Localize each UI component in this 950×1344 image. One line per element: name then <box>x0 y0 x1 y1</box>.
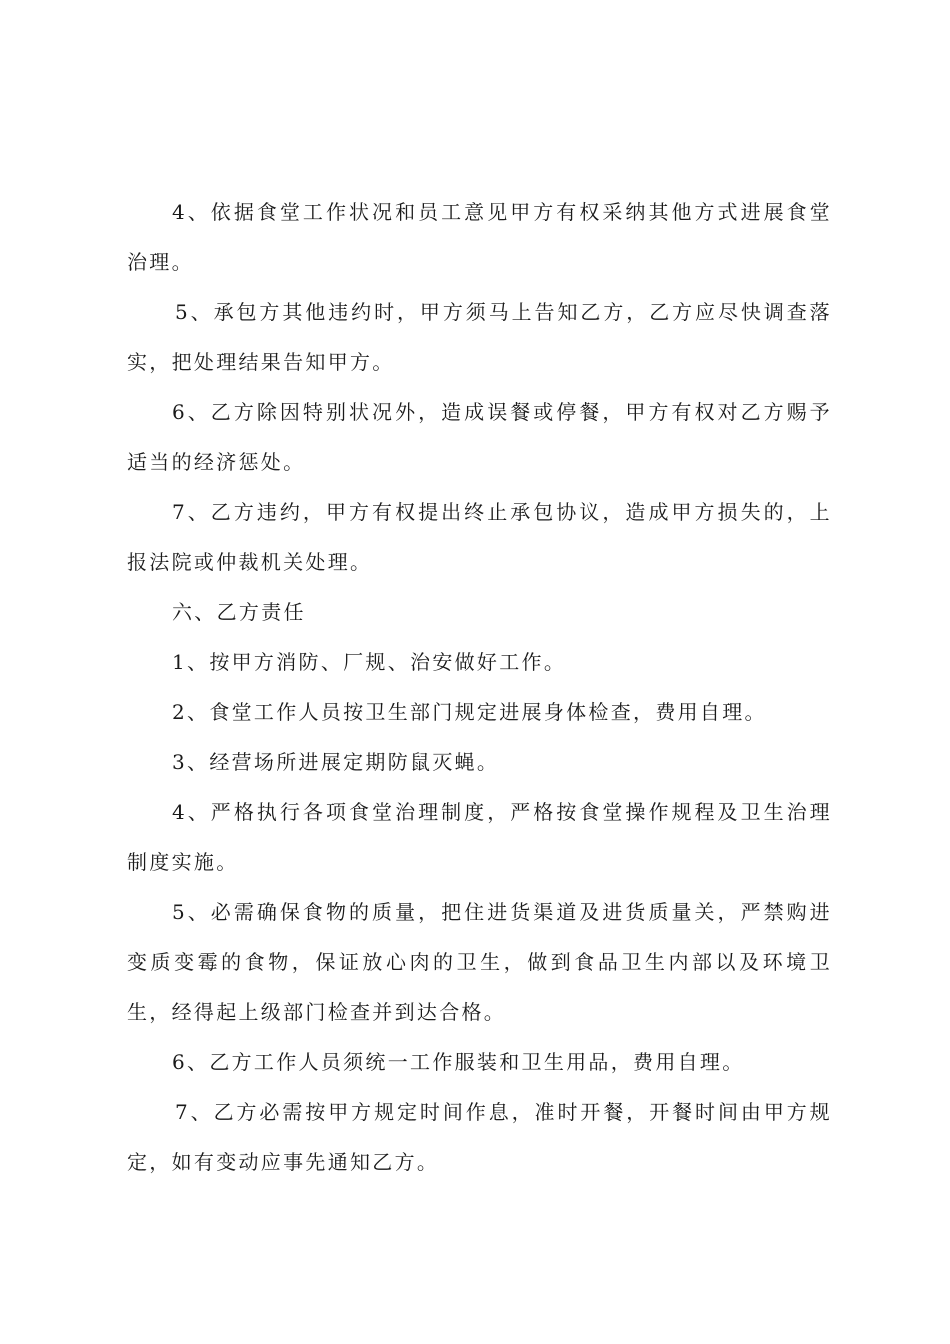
paragraph-5: 1、按甲方消防、厂规、治安做好工作。 <box>172 650 567 674</box>
paragraph-11: 7、乙方必需按甲方规定时间作息，准时开餐，开餐时间由甲方规定，如有变动应事先通知乙方。 <box>127 1100 832 1174</box>
paragraph-9: 5、必需确保食物的质量，把住进货渠道及进货质量关，严禁购进变质变霉的食物，保证放心肉的卫生，做到食品卫生内部以及环境卫生，经得起上级部门检查并到达合格。 <box>127 900 832 1024</box>
paragraph-2: 5、承包方其他违约时，甲方须马上告知乙方，乙方应尽快调查落实，把处理结果告知甲方。 <box>127 300 832 374</box>
paragraph-7: 3、经营场所进展定期防鼠灭蝇。 <box>172 750 500 774</box>
paragraph-4: 7、乙方违约，甲方有权提出终止承包协议，造成甲方损失的，上报法院或仲裁机关处理。 <box>127 500 832 574</box>
paragraph-1: 4、依据食堂工作状况和员工意见甲方有权采纳其他方式进展食堂治理。 <box>127 200 832 274</box>
paragraph-3: 6、乙方除因特别状况外，造成误餐或停餐，甲方有权对乙方赐予适当的经济惩处。 <box>127 400 832 474</box>
paragraph-6: 2、食堂工作人员按卫生部门规定进展身体检查，费用自理。 <box>172 700 767 724</box>
section-heading: 六、乙方责任 <box>172 600 306 624</box>
paragraph-10: 6、乙方工作人员须统一工作服装和卫生用品，费用自理。 <box>172 1050 745 1074</box>
document-body <box>127 187 832 1187</box>
paragraph-8: 4、严格执行各项食堂治理制度，严格按食堂操作规程及卫生治理制度实施。 <box>127 800 832 874</box>
